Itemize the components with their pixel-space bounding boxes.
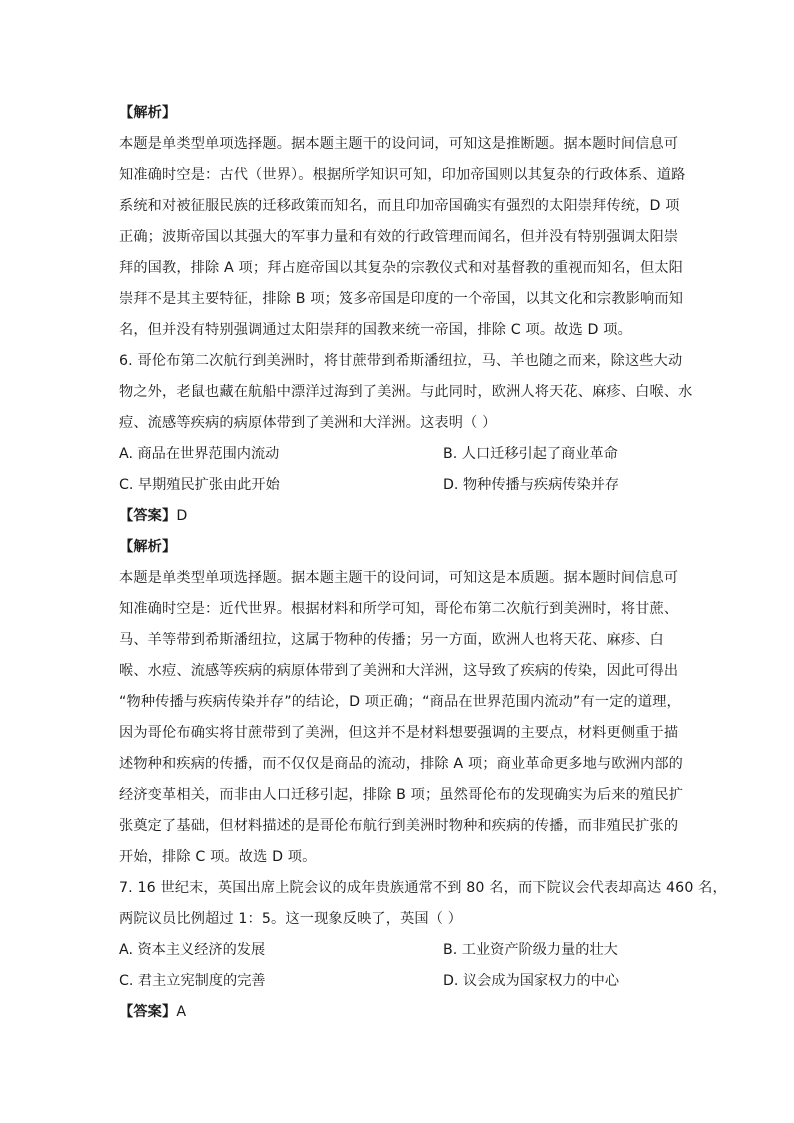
- answer-label: 【答案】: [119, 1004, 177, 1020]
- analysis-line: 拜的国教，排除 A 项；拜占庭帝国以其复杂的宗教仪式和对基督教的重视而知名，但太阳: [119, 260, 684, 276]
- analysis-line: 开始，排除 C 项。故选 D 项。: [119, 849, 317, 865]
- option-a: A. 商品在世界范围内流动: [119, 446, 280, 462]
- question-7-options-row-2: [119, 966, 679, 997]
- analysis-line: 知准确时空是：近代世界。根据材料和所学可知，哥伦布第二次航行到美洲时，将甘蔗、: [119, 601, 679, 617]
- analysis-line: 本题是单类型单项选择题。据本题主题干的设问词，可知这是推断题。据本题时间信息可: [119, 136, 679, 152]
- question-6-options-row-2: [119, 470, 679, 501]
- question-7-answer: [119, 997, 679, 1028]
- option-b: B. 工业资产阶级力量的壮大: [443, 942, 618, 958]
- question-6-stem: 痘、流感等疾病的病原体带到了美洲和大洋洲。这表明（ ）: [119, 415, 497, 431]
- analysis-line: 名，但并没有特别强调通过太阳崇拜的国教来统一帝国，排除 C 项。故选 D 项。: [119, 322, 632, 338]
- question-6-answer: [119, 501, 679, 532]
- analysis-line: 知准确时空是：古代（世界）。根据所学知识可知，印加帝国则以其复杂的行政体系、道路: [119, 167, 686, 183]
- answer-value: A: [176, 1004, 187, 1020]
- analysis-line: 因为哥伦布确实将甘蔗带到了美洲，但这并不是材料想要强调的主要点，材料更侧重于描: [119, 725, 679, 741]
- analysis-line: 本题是单类型单项选择题。据本题主题干的设问词，可知这是本质题。据本题时间信息可: [119, 570, 679, 586]
- analysis-line: 述物种和疾病的传播，而不仅仅是商品的流动，排除 A 项；商业革命更多地与欧洲内部的: [119, 756, 684, 772]
- analysis-label: 【解析】: [119, 105, 177, 121]
- option-c: C. 早期殖民扩张由此开始: [119, 477, 280, 493]
- option-d: D. 议会成为国家权力的中心: [443, 973, 620, 989]
- option-b: B. 人口迁移引起了商业革命: [443, 446, 618, 462]
- option-a: A. 资本主义经济的发展: [119, 942, 266, 958]
- question-7-options-row-1: [119, 935, 679, 966]
- analysis-label: 【解析】: [119, 539, 177, 555]
- analysis-line: 崇拜不是其主要特征，排除 B 项；笈多帝国是印度的一个帝国，以其文化和宗教影响而知: [119, 291, 684, 307]
- analysis-line: 经济变革相关，而非由人口迁移引起，排除 B 项；虽然哥伦布的发现确实为后来的殖民扩: [119, 787, 684, 803]
- analysis-line: 张奠定了基础，但材料描述的是哥伦布航行到美洲时物种和疾病的传播，而非殖民扩张的: [119, 818, 679, 834]
- analysis-line: 马、羊等带到希斯潘纽拉，这属于物种的传播；另一方面，欧洲人也将天花、麻疹、白: [119, 632, 664, 648]
- option-c: C. 君主立宪制度的完善: [119, 973, 266, 989]
- option-d: D. 物种传播与疾病传染并存: [443, 477, 620, 493]
- analysis-line: 喉、水痘、流感等疾病的病原体带到了美洲和大洋洲，这导致了疾病的传染，因此可得出: [119, 663, 679, 679]
- question-6-stem: 物之外，老鼠也藏在航船中漂洋过海到了美洲。与此同时，欧洲人将天花、麻疹、白喉、水: [119, 384, 693, 400]
- document-page: [119, 98, 727, 1028]
- analysis-line: 正确；波斯帝国以其强大的军事力量和有效的行政管理而闻名，但并没有特别强调太阳崇: [119, 229, 679, 245]
- question-6-stem: 6. 哥伦布第二次航行到美洲时，将甘蔗带到希斯潘纽拉，马、羊也随之而来，除这些大动: [119, 353, 683, 369]
- analysis-line: “物种传播与疾病传染并存”的结论，D 项正确；“商品在世界范围内流动”有一定的道理，: [119, 694, 681, 710]
- analysis-line: 系统和对被征服民族的迁移政策而知名，而且印加帝国确实有强烈的太阳崇拜传统，D 项: [119, 198, 680, 214]
- answer-value: D: [176, 508, 188, 524]
- question-6-options-row-1: [119, 439, 679, 470]
- question-7-stem: 7. 16 世纪末，英国出席上院会议的成年贵族通常不到 80 名，而下院议会代表却高达 460 名，: [119, 880, 727, 896]
- answer-label: 【答案】: [119, 508, 177, 524]
- question-7-stem: 两院议员比例超过 1：5。这一现象反映了，英国（ ）: [119, 911, 463, 927]
